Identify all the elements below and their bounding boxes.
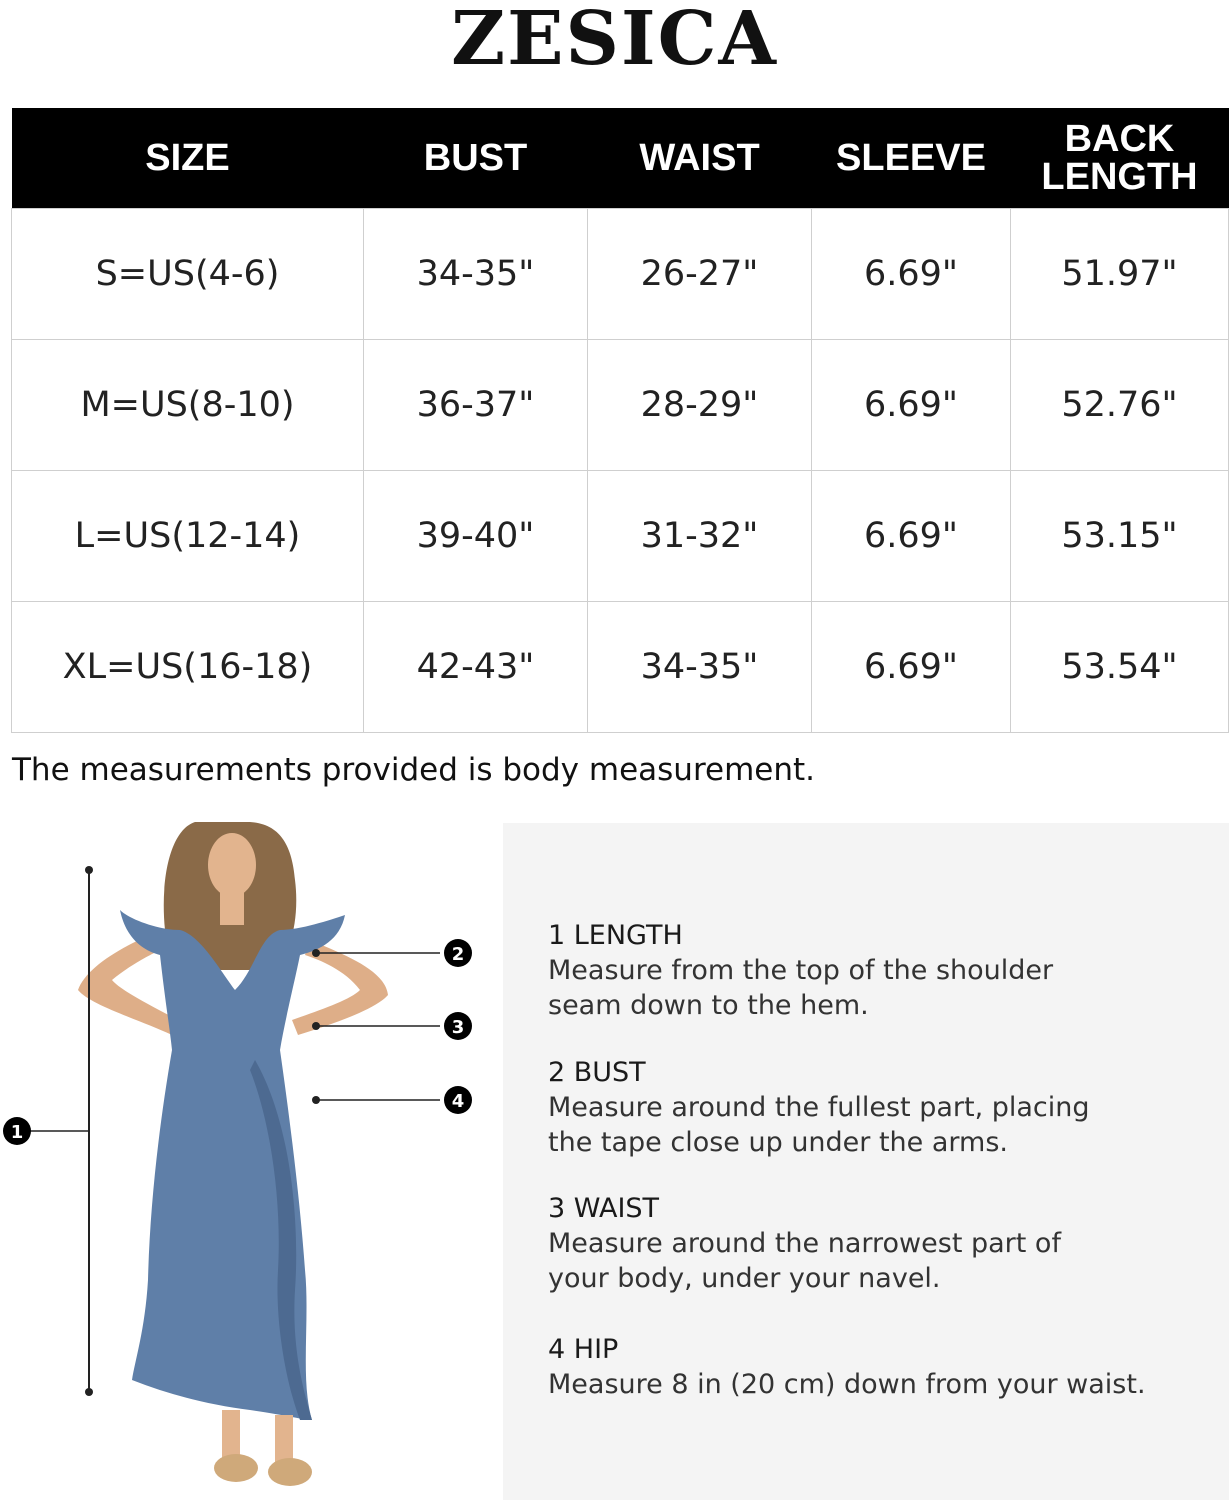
table-row	[12, 471, 1229, 602]
guide-waist	[548, 1191, 1061, 1296]
cell-size: S=US(4-6)	[12, 209, 364, 340]
model-figure	[0, 820, 500, 1500]
marker-waist-label: 3	[451, 1017, 465, 1038]
marker-hip	[444, 1086, 472, 1114]
guide-hip-title: 4 HIP	[548, 1334, 619, 1365]
header-size: SIZE	[12, 108, 364, 209]
guide-waist-title: 3 WAIST	[548, 1193, 660, 1224]
cell-back-length: 51.97"	[1011, 209, 1229, 340]
neck-shape	[220, 890, 244, 925]
length-line-bottom-dot	[85, 1388, 93, 1396]
right-arm-shape	[292, 940, 388, 1035]
bust-dot	[312, 949, 320, 957]
cell-bust: 39-40"	[364, 471, 588, 602]
size-chart-table	[11, 108, 1229, 733]
cell-waist: 31-32"	[588, 471, 812, 602]
marker-bust-label: 2	[451, 944, 465, 965]
face-shape	[208, 833, 256, 897]
guide-waist-line-1: Measure around the narrowest part of	[548, 1228, 1061, 1259]
table-row	[12, 209, 1229, 340]
header-back-label: BACK	[1064, 118, 1175, 160]
marker-length-label: 1	[10, 1122, 24, 1143]
cell-bust: 34-35"	[364, 209, 588, 340]
cell-size: L=US(12-14)	[12, 471, 364, 602]
cell-sleeve: 6.69"	[812, 209, 1011, 340]
guide-length	[548, 918, 1053, 1023]
guide-length-title: 1 LENGTH	[548, 920, 683, 951]
header-back-length	[1011, 108, 1229, 209]
guide-hip	[548, 1332, 1146, 1402]
table-header-row	[12, 108, 1229, 209]
cell-size: XL=US(16-18)	[12, 602, 364, 733]
guide-waist-line-2: your body, under your navel.	[548, 1263, 941, 1294]
marker-bust	[444, 939, 472, 967]
guide-bust-title: 2 BUST	[548, 1057, 646, 1088]
cell-back-length: 53.54"	[1011, 602, 1229, 733]
guide-length-line-1: Measure from the top of the shoulder	[548, 955, 1054, 986]
header-waist: WAIST	[588, 108, 812, 209]
marker-hip-label: 4	[451, 1091, 465, 1112]
cell-bust: 42-43"	[364, 602, 588, 733]
waist-dot	[312, 1022, 320, 1030]
cell-size: M=US(8-10)	[12, 340, 364, 471]
table-row	[12, 340, 1229, 471]
cell-waist: 34-35"	[588, 602, 812, 733]
cell-sleeve: 6.69"	[812, 602, 1011, 733]
guide-hip-line-1: Measure 8 in (20 cm) down from your waist.	[548, 1369, 1146, 1400]
guide-bust-line-1: Measure around the fullest part, placing	[548, 1092, 1090, 1123]
cell-back-length: 53.15"	[1011, 471, 1229, 602]
cell-waist: 26-27"	[588, 209, 812, 340]
left-sandal-shape	[214, 1454, 258, 1482]
guide-length-line-2: seam down to the hem.	[548, 990, 869, 1021]
measurement-note: The measurements provided is body measurement.	[12, 752, 816, 788]
length-line-top-dot	[85, 866, 93, 874]
cell-sleeve: 6.69"	[812, 471, 1011, 602]
guide-bust	[548, 1055, 1090, 1160]
marker-length	[3, 1117, 31, 1145]
cell-waist: 28-29"	[588, 340, 812, 471]
table-row	[12, 602, 1229, 733]
guide-bust-line-2: the tape close up under the arms.	[548, 1127, 1008, 1158]
cell-sleeve: 6.69"	[812, 340, 1011, 471]
dress-shape	[120, 910, 345, 1420]
cell-back-length: 52.76"	[1011, 340, 1229, 471]
header-bust: BUST	[364, 108, 588, 209]
header-sleeve: SLEEVE	[812, 108, 1011, 209]
marker-waist	[444, 1012, 472, 1040]
right-sandal-shape	[268, 1458, 312, 1486]
brand-logo: ZESICA	[451, 0, 778, 82]
header-length-label: LENGTH	[1041, 156, 1198, 198]
hip-dot	[312, 1096, 320, 1104]
cell-bust: 36-37"	[364, 340, 588, 471]
